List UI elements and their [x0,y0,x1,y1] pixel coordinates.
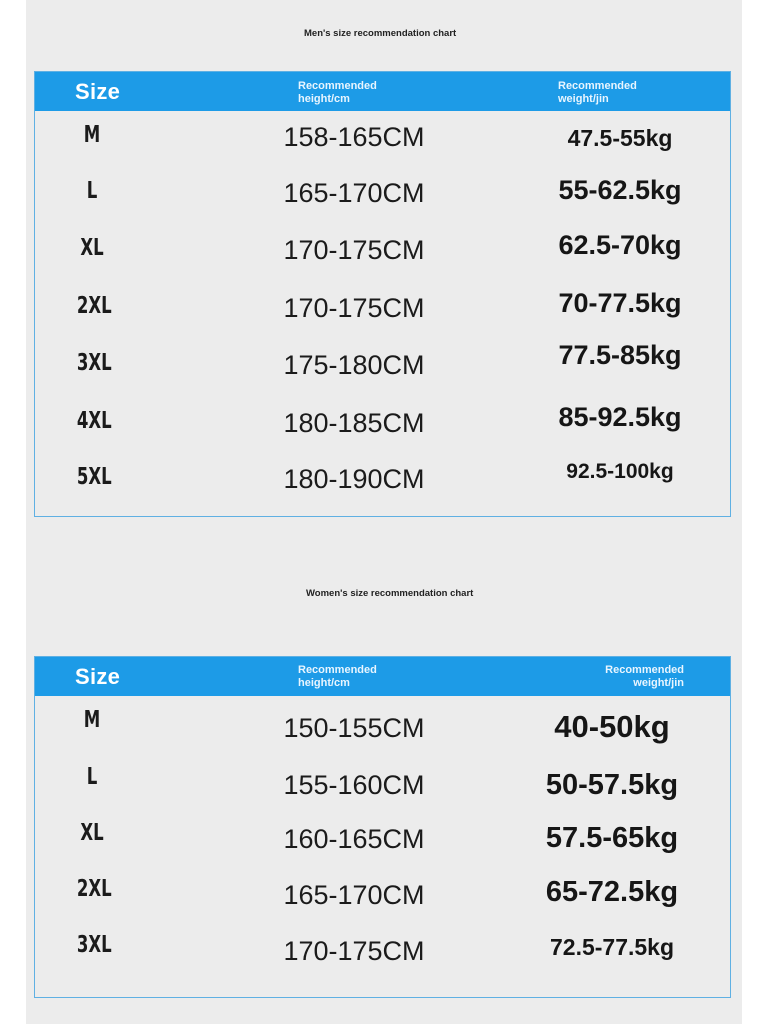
women-row-xl [35,820,730,860]
height-range: 165-170CM [283,178,425,208]
women-height-header: Recommended height/cm [298,664,377,689]
size-label: XL [80,235,104,261]
size-label: 4XL [76,408,112,434]
size-label: XL [80,820,104,846]
weight-range: 65-72.5kg [545,876,679,908]
size-label: 2XL [76,293,112,319]
height-range: 155-160CM [283,770,425,800]
weight-range: 92.5-100kg [566,460,674,483]
size-label: L [86,764,98,790]
men-row-5xl [35,460,730,504]
women-table-header [35,657,730,696]
weight-range: 77.5-85kg [558,340,682,370]
women-size-table [34,656,731,998]
men-row-l [35,175,730,218]
men-row-2xl [35,288,730,333]
height-range: 165-170CM [283,880,425,910]
men-height-header: Recommended height/cm [298,80,377,105]
women-size-header: Size [75,664,121,689]
size-label: M [83,122,101,148]
men-table-header [35,72,730,111]
men-row-xl [35,230,730,275]
height-range: 170-175CM [283,293,425,323]
size-label: L [86,178,98,204]
men-row-4xl [35,402,730,448]
height-range: 180-185CM [283,408,425,438]
women-weight-header: Recommended weight/jin [605,664,684,689]
size-label: 3XL [76,350,112,376]
size-label: 5XL [76,464,112,490]
size-label: 2XL [76,876,112,902]
men-size-header: Size [75,79,121,104]
weight-range: 47.5-55kg [567,125,673,151]
size-label: 3XL [76,932,112,958]
men-size-table [34,71,731,517]
height-range: 170-175CM [283,936,425,966]
size-chart-page [26,0,742,1024]
weight-range: 62.5-70kg [558,230,682,260]
height-range: 170-175CM [283,235,425,265]
weight-range: 50-57.5kg [545,769,679,801]
women-row-2xl [35,876,730,916]
men-row-m [35,122,730,162]
men-weight-header: Recommended weight/jin [558,80,637,105]
weight-range: 57.5-65kg [545,822,679,854]
height-range: 150-155CM [283,713,425,743]
men-row-3xl [35,340,730,390]
women-row-l [35,764,730,804]
height-range: 160-165CM [283,824,425,854]
weight-range: 85-92.5kg [558,402,682,432]
height-range: 180-190CM [283,464,425,494]
weight-range: 55-62.5kg [558,175,682,205]
women-row-m [35,707,730,747]
height-range: 158-165CM [283,122,425,152]
height-range: 175-180CM [283,350,425,380]
weight-range: 40-50kg [554,709,670,744]
weight-range: 70-77.5kg [558,288,682,318]
weight-range: 72.5-77.5kg [549,934,675,960]
men-chart-caption: Men's size recommendation chart [304,28,457,39]
women-row-3xl [35,932,730,972]
size-label: M [83,707,101,733]
women-chart-caption: Women's size recommendation chart [306,588,474,599]
